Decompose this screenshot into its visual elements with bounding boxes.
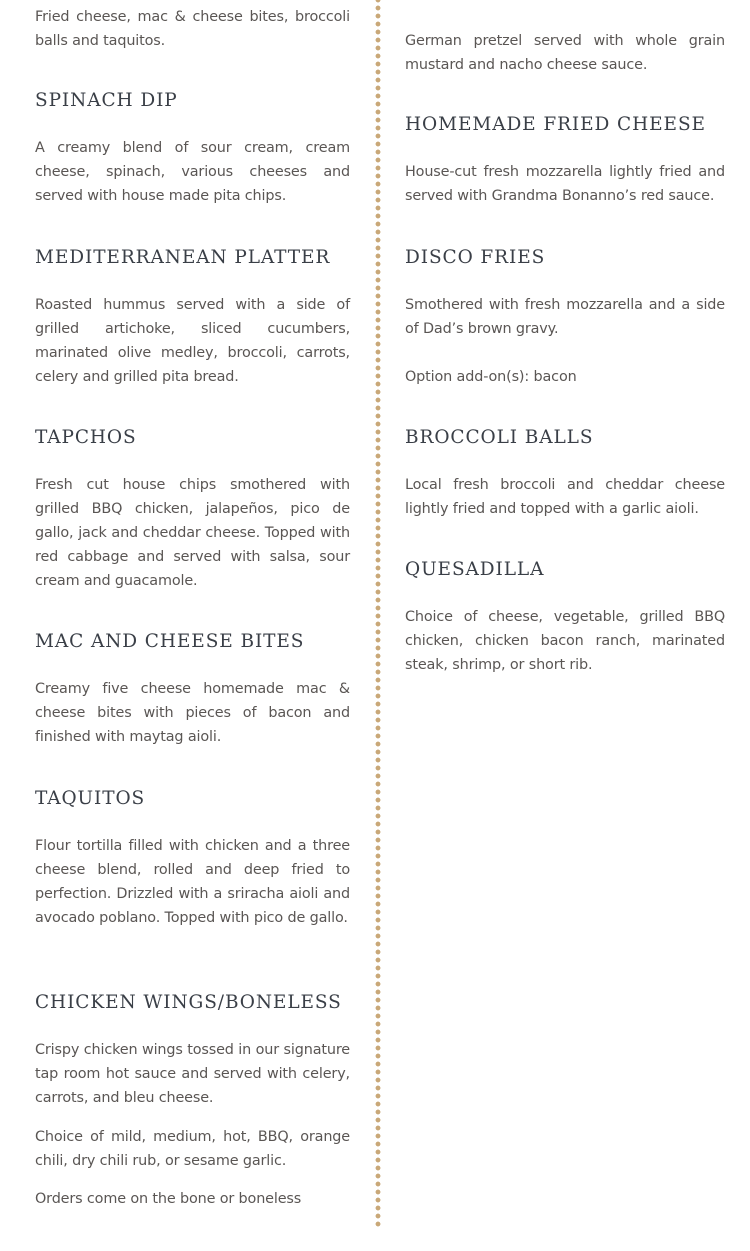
item-description: Fresh cut house chips smothered with grilled BBQ chicken, jalapeños, pico de gallo, jack and cheddar cheese. Topped with red cabbage and served with salsa, sour cream and guacamole.: [35, 477, 350, 589]
item-description: Roasted hummus served with a side of grilled artichoke, sliced cucumbers, marinated olive medley, broccoli, carrots, celery and grilled pita bread.: [35, 297, 350, 385]
menu-item-mac-and-cheese-bites: [35, 630, 350, 749]
item-options: Choice of mild, medium, hot, BBQ, orange chili, dry chili rub, or sesame garlic.: [35, 1129, 350, 1169]
menu-item-pretzel: [405, 29, 725, 77]
dotted-divider: [375, 0, 381, 1228]
item-title: HOMEMADE FRIED CHEESE: [405, 114, 706, 135]
menu-item-broccoli-balls: [405, 426, 725, 521]
menu-item-spinach-dip: [35, 89, 350, 208]
menu-item-taquitos: [35, 787, 350, 930]
item-title: SPINACH DIP: [35, 90, 178, 111]
menu-item-chicken-wings: [35, 991, 350, 1211]
item-title: QUESADILLA: [405, 559, 545, 580]
item-description: Smothered with fresh mozzarella and a side of Dad’s brown gravy.: [405, 297, 725, 337]
item-description: Fried cheese, mac & cheese bites, broccoli balls and taquitos.: [35, 9, 350, 49]
item-title: TAPCHOS: [35, 427, 137, 448]
item-addon: Option add-on(s): bacon: [405, 369, 577, 385]
item-description: A creamy blend of sour cream, cream cheese, spinach, various cheeses and served with house made pita chips.: [35, 140, 350, 204]
item-title: MAC AND CHEESE BITES: [35, 631, 305, 652]
item-description: House-cut fresh mozzarella lightly fried and served with Grandma Bonanno’s red sauce.: [405, 164, 725, 204]
item-description: Creamy five cheese homemade mac & cheese bites with pieces of bacon and finished with maytag aioli.: [35, 681, 350, 745]
item-title: MEDITERRANEAN PLATTER: [35, 247, 331, 268]
item-title: TAQUITOS: [35, 788, 146, 809]
item-description: Choice of cheese, vegetable, grilled BBQ chicken, chicken bacon ranch, marinated steak, shrimp, or short rib.: [405, 609, 725, 673]
item-title: CHICKEN WINGS/BONELESS: [35, 992, 342, 1013]
menu-item-quesadilla: [405, 558, 725, 677]
menu-item-sampler: [35, 5, 350, 53]
item-title: DISCO FRIES: [405, 247, 546, 268]
item-description: Crispy chicken wings tossed in our signature tap room hot sauce and served with celery, carrots, and bleu cheese.: [35, 1042, 350, 1106]
menu-item-tapchos: [35, 426, 350, 593]
item-note: Orders come on the bone or boneless: [35, 1191, 302, 1207]
menu-item-homemade-fried-cheese: [405, 113, 725, 208]
item-title: BROCCOLI BALLS: [405, 427, 594, 448]
menu-item-mediterranean-platter: [35, 246, 350, 389]
item-description: German pretzel served with whole grain mustard and nacho cheese sauce.: [405, 33, 725, 73]
item-description: Local fresh broccoli and cheddar cheese lightly fried and topped with a garlic aioli.: [405, 477, 725, 517]
menu-item-disco-fries: [405, 246, 725, 389]
item-description: Flour tortilla filled with chicken and a three cheese blend, rolled and deep fried to perfection. Drizzled with a sriracha aioli and avocado poblano. Topped with pico de gallo.: [35, 838, 350, 926]
